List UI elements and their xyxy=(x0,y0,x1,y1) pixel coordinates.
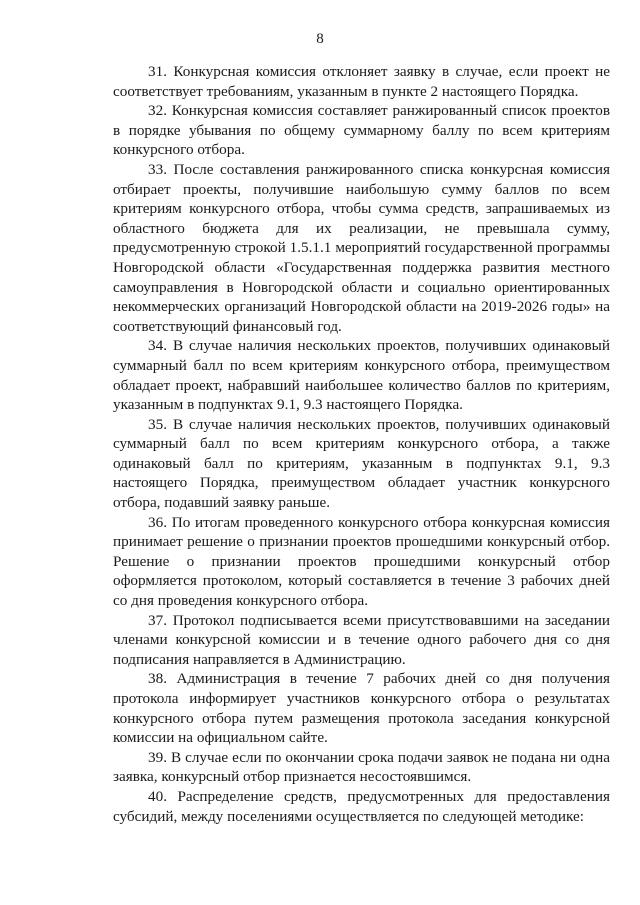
paragraph-34: 34. В случае наличия нескольких проектов, получивших одинаковый суммарный балл по всем критериям конкурсного отбора, преимуществом обладает проект, набравший наибольшее количество баллов по критериям, указанным в подпунктах 9.1, 9.3 настоящего Порядка. xyxy=(113,337,610,414)
document-body xyxy=(113,62,610,826)
paragraph-31: 31. Конкурсная комиссия отклоняет заявку в случае, если проект не соответствует требованиям, указанным в пункте 2 настоящего Порядка. xyxy=(113,63,610,100)
paragraph-32: 32. Конкурсная комиссия составляет ранжированный список проектов в порядке убывания по общему суммарному баллу по всем критериям конкурсного отбора. xyxy=(113,102,610,159)
paragraph-35: 35. В случае наличия нескольких проектов, получивших одинаковый суммарный балл по всем критериям конкурсного отбора, а также одинаковый балл по критериям, указанным в подпунктах 9.1, 9.3 настоящего Порядка, преимуществом обладает участник конкурсного отбора, подавший заявку раньше. xyxy=(113,415,610,512)
paragraph-37: 37. Протокол подписывается всеми присутствовавшими на заседании членами конкурсной комиссии и в течение одного рабочего дня со дня подписания направляется в Администрацию. xyxy=(113,611,610,668)
page-number: 8 xyxy=(316,31,324,47)
paragraph-33: 33. После составления ранжированного списка конкурсная комиссия отбирает проекты, получившие наибольшую сумму баллов по всем критериям конкурсного отбора, чтобы сумма средств, запрашиваемых из областного бюджета для их реализации, не превышала сумму, предусмотренную строкой 1.5.1.1 мероприятий государственной программы Новгородской области «Государственная поддержка развития местного самоуправления в Новгородской области и социально ориентированных некоммерческих организаций Новгородской области на 2019-2026 годы» на соответствующий финансовый год. xyxy=(113,160,610,335)
paragraph-36: 36. По итогам проведенного конкурсного отбора конкурсная комиссия принимает решение о признании проектов прошедшими конкурсный отбор. Решение о признании проектов прошедшими конкурсный отбор оформляется протоколом, который составляется в течение 3 рабочих дней со дня проведения конкурсного отбора. xyxy=(113,513,610,610)
paragraph-39: 39. В случае если по окончании срока подачи заявок не подана ни одна заявка, конкурсный отбор признается несостоявшимся. xyxy=(113,748,610,786)
paragraph-38: 38. Администрация в течение 7 рабочих дней со дня получения протокола информирует участников конкурсного отбора о результатах конкурсного отбора путем размещения протокола заседания конкурсной комиссии на официальном сайте. xyxy=(113,670,610,747)
paragraph-40: 40. Распределение средств, предусмотренных для предоставления субсидий, между поселениями осуществляется по следующей методике: xyxy=(113,787,610,825)
